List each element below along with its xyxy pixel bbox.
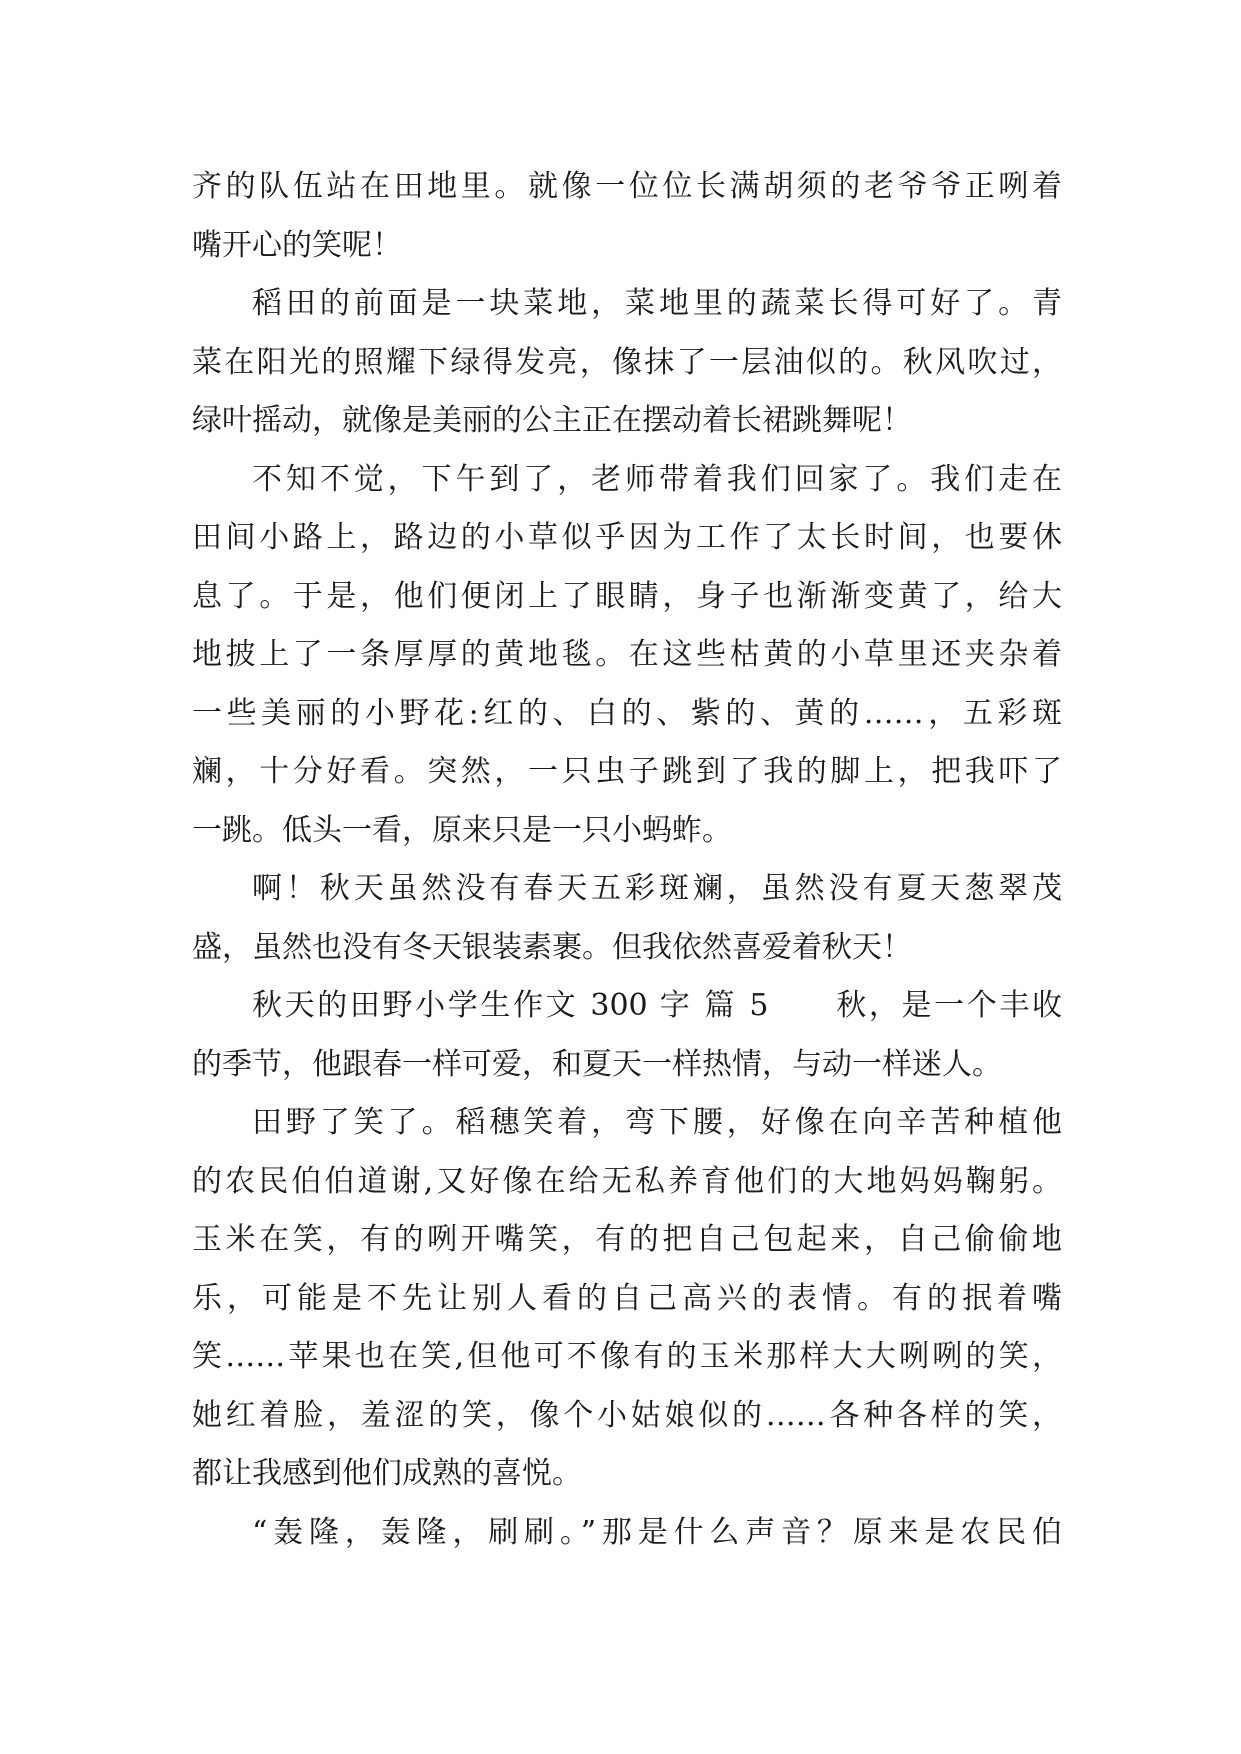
text-line: 盛，虽然也没有冬天银装素裹。但我依然喜爱着秋天！ <box>192 929 912 965</box>
text-line: 玉米在笑，有的咧开嘴笑，有的把自己包起来，自己偷偷地 <box>192 1222 1062 1257</box>
text-line: 嘴开心的笑呢！ <box>192 227 402 263</box>
text-line: 齐的队伍站在田地里。就像一位位长满胡须的老爷爷正咧着 <box>192 169 1062 204</box>
text-line: 乐，可能是不先让别人看的自己高兴的表情。有的抿着嘴 <box>192 1280 1062 1316</box>
text-line: “轰隆，轰隆，刷刷。”那是什么声音？原来是农民伯 <box>252 1514 1062 1550</box>
text-line: 不知不觉，下午到了，老师带着我们回家了。我们走在 <box>252 461 1062 497</box>
text-line: 都让我感到他们成熟的喜悦。 <box>192 1456 582 1491</box>
text-line: 田野了笑了。稻穗笑着，弯下腰，好像在向辛苦种植他 <box>252 1105 1062 1140</box>
text-line: 的农民伯伯道谢,又好像在给无私养育他们的大地妈妈鞠躬。 <box>192 1163 1062 1199</box>
text-line: 她红着脸，羞涩的笑，像个小姑娘似的……各种各样的笑， <box>192 1397 1062 1433</box>
text-line: 斓，十分好看。突然，一只虫子跳到了我的脚上，把我吓了 <box>192 754 1062 789</box>
text-line: 稻田的前面是一块菜地，菜地里的蔬菜长得可好了。青 <box>252 286 1062 321</box>
document-body <box>192 158 1062 1562</box>
text-line: 一跳。低头一看，原来只是一只小蚂蚱。 <box>192 812 732 848</box>
text-line: 地披上了一条厚厚的黄地毯。在这些枯黄的小草里还夹杂着 <box>192 637 1062 672</box>
text-line: 息了。于是，他们便闭上了眼睛，身子也渐渐变黄了，给大 <box>192 578 1062 614</box>
text-line: 菜在阳光的照耀下绿得发亮，像抹了一层油似的。秋风吹过， <box>192 344 1062 380</box>
text-line: 的季节，他跟春一样可爱，和夏天一样热情，与动一样迷人。 <box>192 1046 1002 1082</box>
text-line: 一些美丽的小野花:红的、白的、紫的、黄的……，五彩斑 <box>192 695 1062 731</box>
text-line: 啊！秋天虽然没有春天五彩斑斓，虽然没有夏天葱翠茂 <box>252 871 1062 906</box>
text-line: 绿叶摇动，就像是美丽的公主正在摆动着长裙跳舞呢！ <box>192 403 912 438</box>
text-line: 笑……苹果也在笑,但他可不像有的玉米那样大大咧咧的笑， <box>192 1339 1062 1374</box>
text-line: 田间小路上，路边的小草似乎因为工作了太长时间，也要休 <box>192 520 1062 555</box>
text-line: 秋天的田野小学生作文 300 字 篇 5 秋，是一个丰收 <box>252 988 1062 1023</box>
